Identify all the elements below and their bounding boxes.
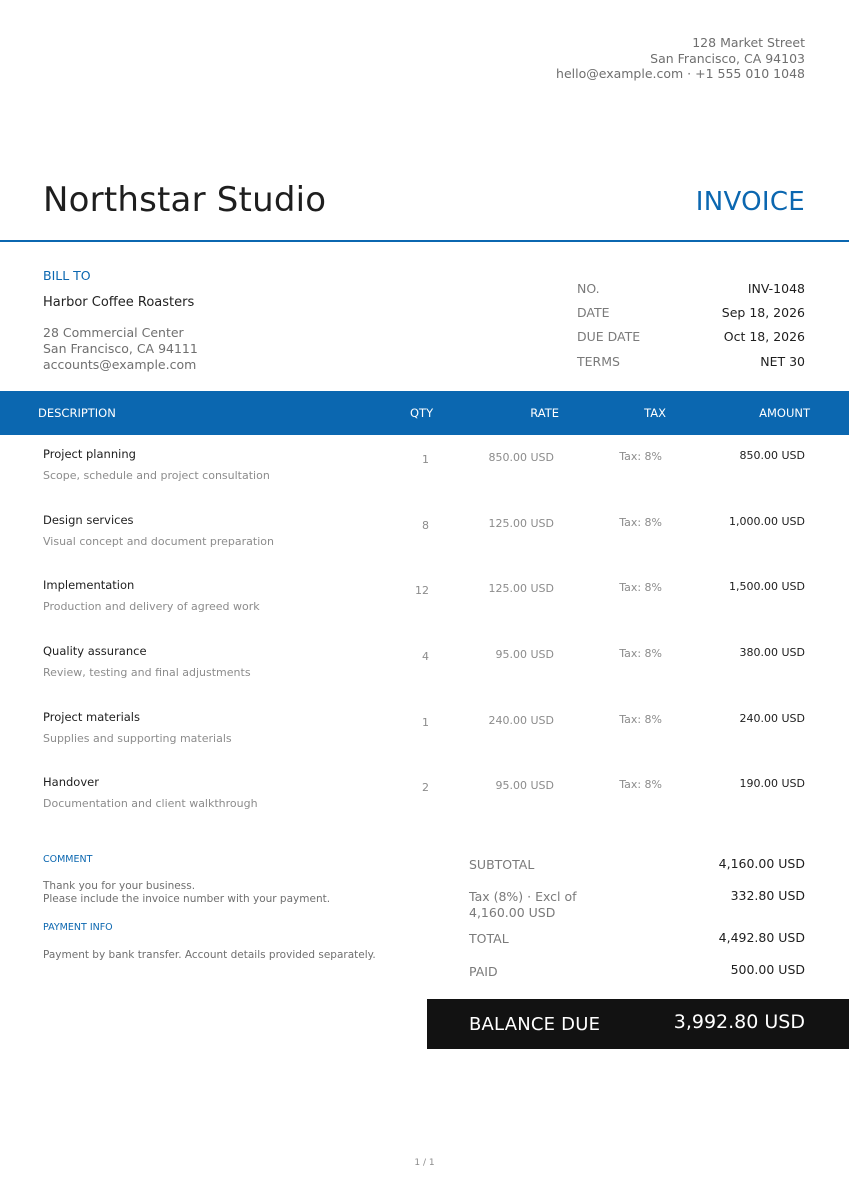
- item-tax: Tax: 8%: [619, 712, 662, 726]
- table-row: [0, 763, 849, 829]
- sender-street: 128 Market Street: [692, 35, 805, 50]
- client-address: [43, 325, 198, 373]
- tax-label-line: 4,160.00 USD: [469, 904, 556, 920]
- item-name: Implementation: [43, 578, 135, 593]
- client-address-line: 28 Commercial Center: [43, 325, 184, 340]
- comment-line: Thank you for your business.: [43, 880, 196, 892]
- balance-due-value: 3,992.80 USD: [673, 1011, 805, 1033]
- item-rate: 125.00 USD: [488, 582, 554, 596]
- comment-line: Please include the invoice number with your payment.: [43, 893, 331, 905]
- item-amount: 1,500.00 USD: [729, 580, 805, 594]
- table-row: [0, 698, 849, 764]
- header-qty: QTY: [410, 406, 434, 420]
- paid-value: 500.00 USD: [730, 962, 805, 977]
- client-city-line: San Francisco, CA 94111: [43, 341, 198, 356]
- meta-row-terms: [577, 349, 805, 373]
- item-qty: 1: [422, 453, 429, 466]
- table-row: [0, 435, 849, 501]
- meta-value: Oct 18, 2026: [723, 329, 805, 345]
- client-name: Harbor Coffee Roasters: [43, 295, 195, 310]
- item-description: Supplies and supporting materials: [43, 731, 232, 745]
- sender-city: San Francisco, CA 94103: [650, 50, 805, 66]
- item-qty: 8: [422, 518, 429, 532]
- item-qty: 4: [422, 650, 429, 664]
- client-email: accounts@example.com: [43, 357, 197, 372]
- item-qty: 1: [422, 715, 429, 729]
- invoice-meta: [577, 276, 805, 373]
- item-tax: Tax: 8%: [619, 778, 662, 792]
- item-description: Production and delivery of agreed work: [43, 600, 260, 614]
- header-tax: TAX: [644, 406, 666, 420]
- payment-info-label: PAYMENT INFO: [43, 922, 113, 933]
- sender-contact: hello@example.com · +1 555 010 1048: [556, 66, 805, 81]
- item-name: Quality assurance: [43, 644, 147, 659]
- item-rate: 850.00 USD: [488, 451, 554, 464]
- item-qty: 12: [415, 584, 429, 598]
- total-label: TOTAL: [469, 931, 509, 946]
- balance-due-label: BALANCE DUE: [469, 1014, 601, 1035]
- item-description: Documentation and client walkthrough: [43, 797, 258, 811]
- item-amount: 190.00 USD: [739, 777, 805, 791]
- meta-key: TERMS: [577, 353, 620, 369]
- header-divider: [0, 240, 849, 242]
- item-rate: 95.00 USD: [495, 648, 554, 662]
- table-header: [0, 391, 849, 435]
- document-title: INVOICE: [695, 187, 805, 217]
- header-amount: AMOUNT: [759, 406, 810, 420]
- item-tax: Tax: 8%: [619, 450, 662, 463]
- meta-value: Sep 18, 2026: [721, 304, 805, 320]
- company-name: Northstar Studio: [43, 180, 327, 220]
- meta-row-number: [577, 276, 805, 300]
- meta-row-due-date: [577, 325, 805, 349]
- page-indicator: 1 / 1: [414, 1158, 435, 1168]
- payment-info-text: Payment by bank transfer. Account details provided separately.: [43, 949, 376, 961]
- total-value: 4,492.80 USD: [718, 930, 805, 945]
- header-rate: RATE: [530, 406, 559, 420]
- item-qty: 2: [422, 781, 429, 795]
- meta-value: INV-1048: [747, 280, 805, 296]
- table-row: [0, 501, 849, 567]
- item-rate: 95.00 USD: [495, 779, 554, 793]
- subtotal-label: SUBTOTAL: [469, 857, 535, 872]
- header-description: DESCRIPTION: [38, 406, 116, 420]
- tax-value: 332.80 USD: [730, 888, 805, 903]
- item-description: Review, testing and final adjustments: [43, 666, 251, 680]
- item-tax: Tax: 8%: [619, 581, 662, 595]
- balance-due-bar: [427, 999, 849, 1049]
- tax-label-line: Tax (8%) · Excl of: [469, 889, 577, 904]
- tax-label: [469, 889, 619, 920]
- item-rate: 240.00 USD: [488, 713, 554, 727]
- comment-text: [43, 880, 330, 906]
- item-name: Project planning: [43, 447, 136, 461]
- line-items: [0, 435, 849, 829]
- item-amount: 1,000.00 USD: [729, 514, 805, 528]
- item-description: Visual concept and document preparation: [43, 534, 274, 548]
- item-name: Project materials: [43, 709, 140, 724]
- table-row: [0, 566, 849, 632]
- comment-label: COMMENT: [43, 854, 93, 865]
- item-name: Design services: [43, 512, 134, 527]
- item-tax: Tax: 8%: [619, 647, 662, 661]
- item-rate: 125.00 USD: [488, 516, 554, 530]
- item-description: Scope, schedule and project consultation: [43, 469, 270, 482]
- item-tax: Tax: 8%: [619, 515, 662, 529]
- paid-label: PAID: [469, 964, 498, 979]
- sender-address: [556, 35, 805, 82]
- item-amount: 240.00 USD: [739, 711, 805, 725]
- meta-row-date: [577, 300, 805, 324]
- meta-key: DATE: [577, 304, 610, 320]
- item-name: Handover: [43, 775, 99, 790]
- item-amount: 850.00 USD: [739, 449, 805, 462]
- subtotal-value: 4,160.00 USD: [718, 856, 805, 871]
- meta-key: DUE DATE: [577, 329, 641, 345]
- item-amount: 380.00 USD: [739, 646, 805, 660]
- meta-value: NET 30: [760, 353, 805, 369]
- table-row: [0, 632, 849, 698]
- bill-to-label: BILL TO: [43, 268, 91, 283]
- meta-key: NO.: [577, 280, 600, 296]
